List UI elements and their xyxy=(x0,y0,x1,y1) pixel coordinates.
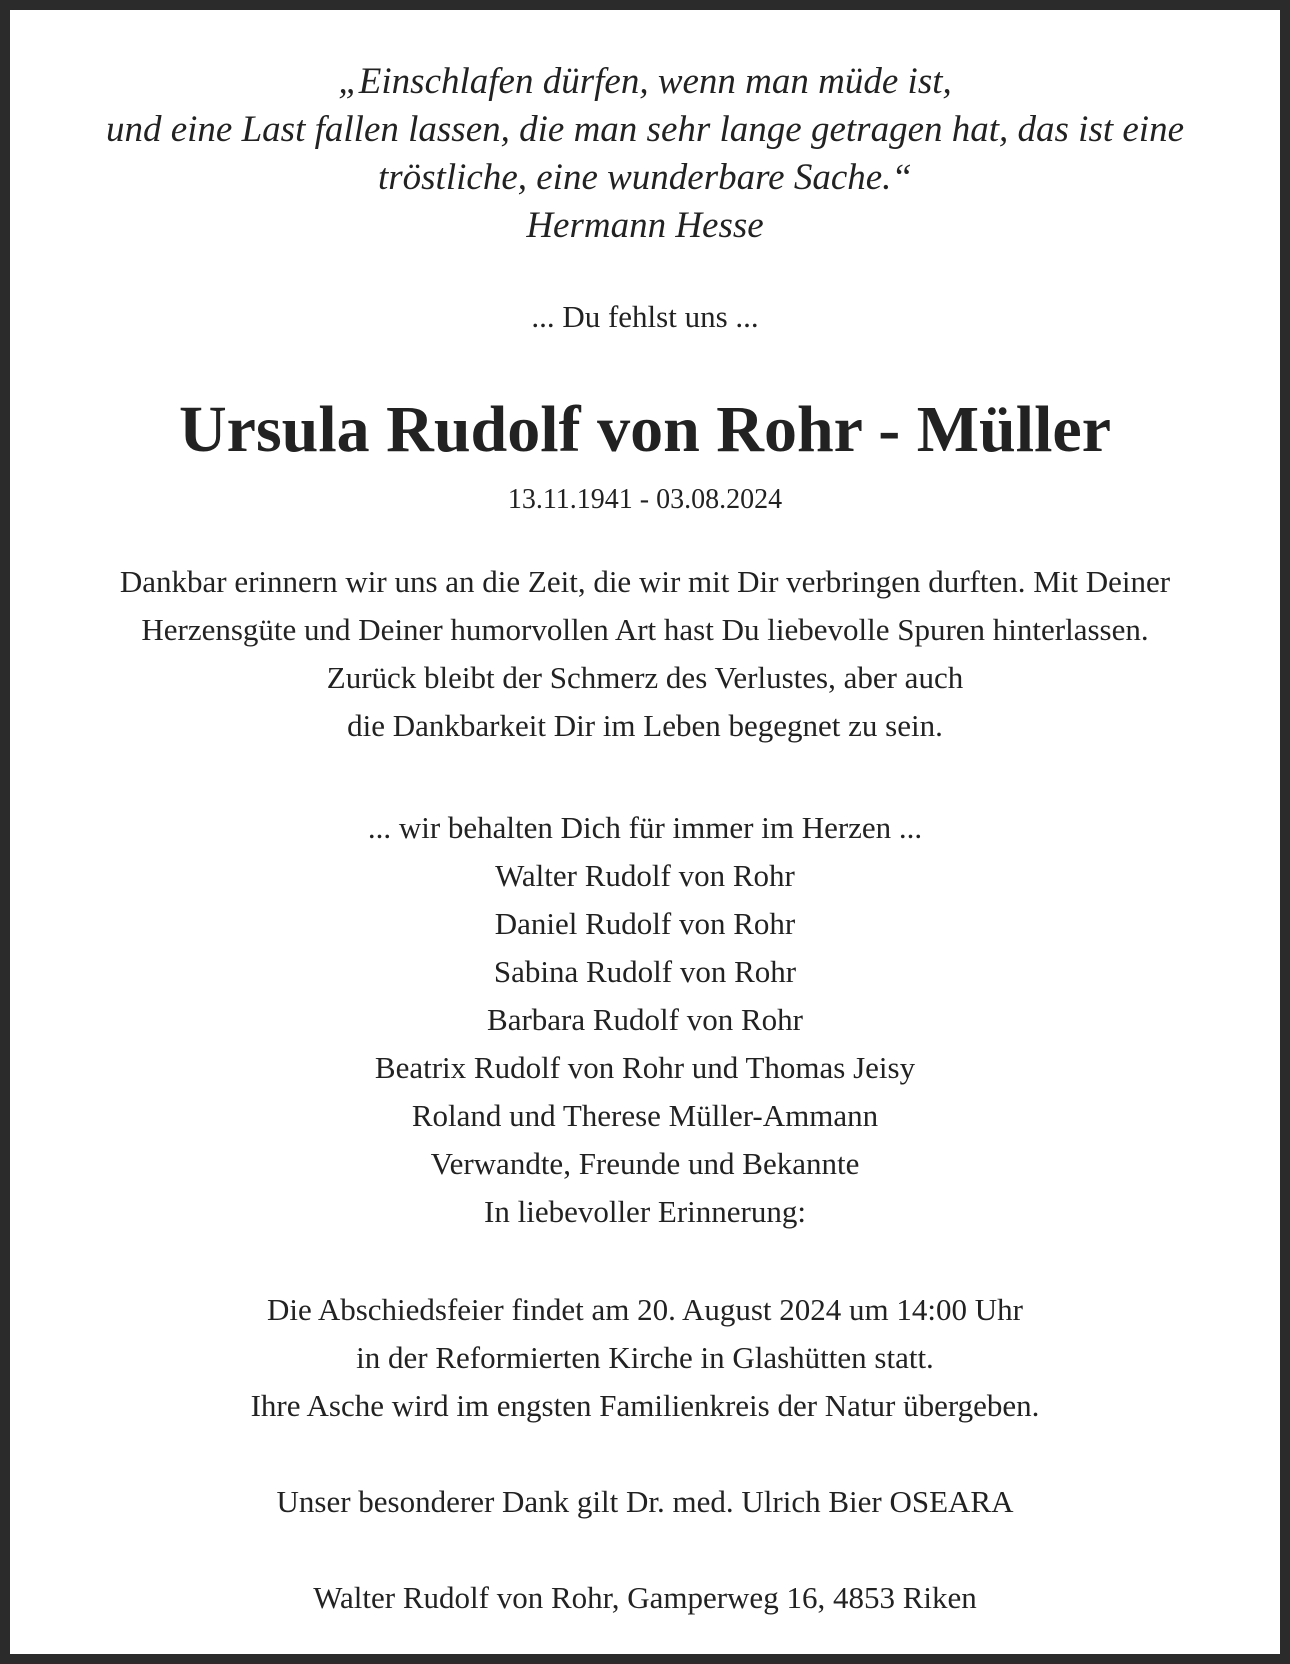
mourner-name: Roland und Therese Müller-Ammann xyxy=(411,1098,879,1133)
service-line: in der Reformierten Kirche in Glashütten statt. xyxy=(356,1340,934,1375)
mourner-name: Barbara Rudolf von Rohr xyxy=(487,1002,803,1037)
mourners-intro: ... wir behalten Dich für immer im Herzen ... xyxy=(367,810,923,845)
service-line: Ihre Asche wird im engsten Familienkreis der Natur übergeben. xyxy=(250,1388,1040,1423)
gratitude-line: Dankbar erinnern wir uns an die Zeit, die wir mit Dir verbringen durften. Mit Deiner xyxy=(119,564,1171,599)
hesse-quote xyxy=(10,58,1280,250)
gratitude-text xyxy=(10,558,1280,750)
mourner-name: Beatrix Rudolf von Rohr und Thomas Jeisy xyxy=(374,1050,916,1085)
gratitude-line: Zurück bleibt der Schmerz des Verlustes, aber auch xyxy=(326,660,964,695)
mourner-name: Verwandte, Freunde und Bekannte xyxy=(430,1146,860,1181)
service-line: Die Abschiedsfeier findet am 20. August 2024 um 14:00 Uhr xyxy=(267,1292,1023,1327)
special-thanks: Unser besonderer Dank gilt Dr. med. Ulrich Bier OSEARA xyxy=(276,1484,1014,1519)
quote-line: und eine Last fallen lassen, die man sehr lange getragen hat, das ist eine xyxy=(105,109,1185,150)
mourners-closing: In liebevoller Erinnerung: xyxy=(484,1194,806,1229)
contact-address: Walter Rudolf von Rohr, Gamperweg 16, 4853 Riken xyxy=(313,1580,977,1615)
quote-line: tröstliche, eine wunderbare Sache.“ xyxy=(377,157,912,198)
gratitude-line: Herzensgüte und Deiner humorvollen Art hast Du liebevolle Spuren hinterlassen. xyxy=(141,612,1149,647)
quote-author: Hermann Hesse xyxy=(526,205,764,246)
mourner-name: Daniel Rudolf von Rohr xyxy=(494,906,796,941)
mourner-name: Walter Rudolf von Rohr xyxy=(495,858,795,893)
deceased-name: Ursula Rudolf von Rohr - Müller xyxy=(179,393,1111,466)
quote-line: „Einschlafen dürfen, wenn man müde ist, xyxy=(338,61,952,102)
gratitude-line: die Dankbarkeit Dir im Leben begegnet zu sein. xyxy=(347,708,943,743)
mourner-name: Sabina Rudolf von Rohr xyxy=(493,954,797,989)
subtitle: ... Du fehlst uns ... xyxy=(531,299,759,334)
mourners-list xyxy=(10,804,1280,1236)
life-dates: 13.11.1941 - 03.08.2024 xyxy=(507,484,783,515)
service-details xyxy=(10,1286,1280,1430)
